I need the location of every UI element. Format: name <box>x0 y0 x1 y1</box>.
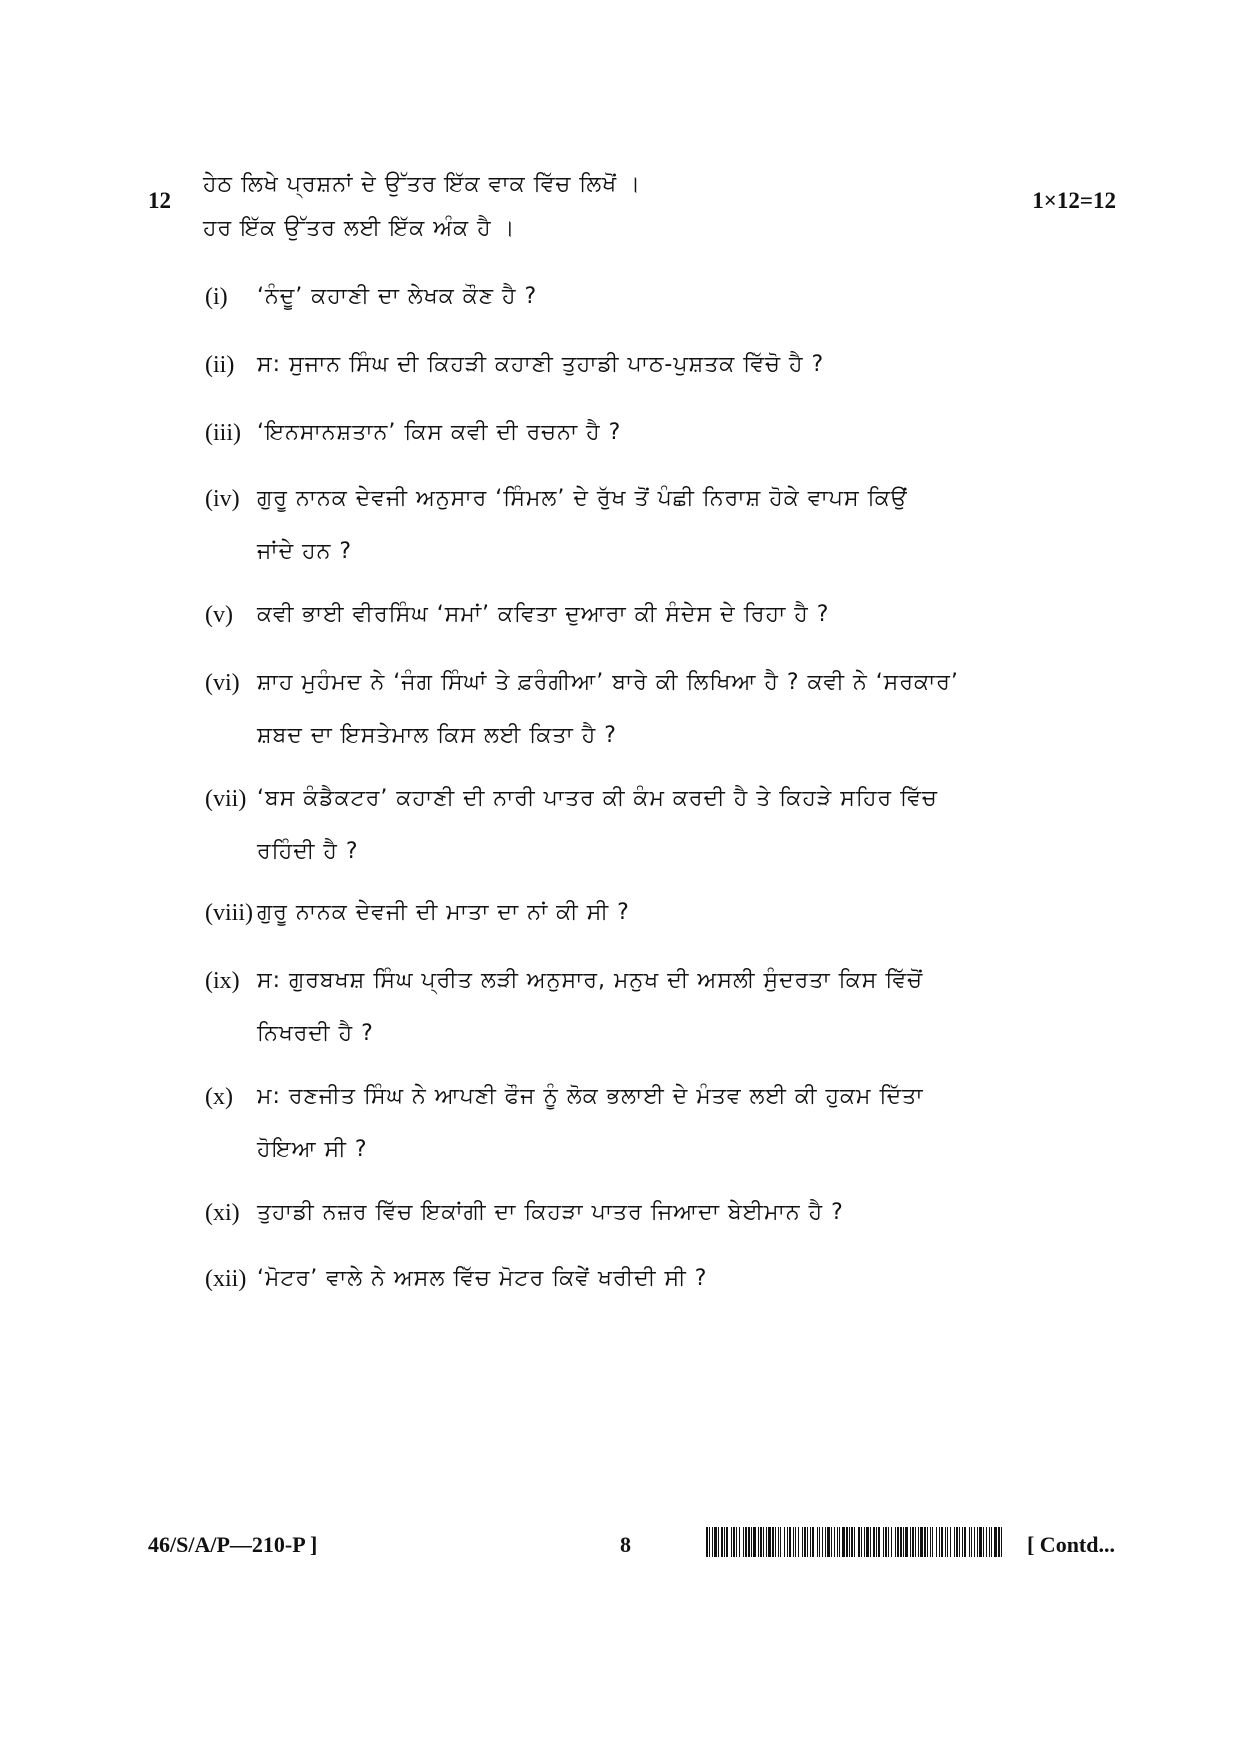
item-text: ਸ: ਗੁਰਬਖਸ਼ ਸਿੰਘ ਪ੍ਰੀਤ ਲੜੀ ਅਨੁਸਾਰ, ਮਨੁਖ ਦੀ ਅਸਲੀ ਸੁੰਦਰਤਾ ਕਿਸ ਵਿੱਚੋਂ <box>257 968 924 993</box>
item-text: ‘ਬਸ ਕੰਡੈਕਟਰ’ ਕਹਾਣੀ ਦੀ ਨਾਰੀ ਪਾਤਰ ਕੀ ਕੰਮ ਕਰਦੀ ਹੈ ਤੇ ਕਿਹੜੇ ਸਹਿਰ ਵਿੱਚ <box>257 786 938 811</box>
item-number: (v) <box>205 602 233 628</box>
item-number: (x) <box>205 1084 233 1110</box>
item-number: (xii) <box>205 1266 247 1292</box>
item-number: (vii) <box>205 786 247 812</box>
instruction-line-2: ਹਰ ਇੱਕ ਉੱਤਰ ਲਈ ਇੱਕ ਅੰਕ ਹੈ । <box>203 216 516 241</box>
item-text: ‘ਮੋਟਰ’ ਵਾਲੇ ਨੇ ਅਸਲ ਵਿੱਚ ਮੋਟਰ ਕਿਵੇਂ ਖਰੀਦੀ ਸੀ ? <box>257 1266 708 1291</box>
item-number: (ix) <box>205 968 240 994</box>
item-number: (vi) <box>205 670 240 696</box>
item-text-continued: ਜਾਂਦੇ ਹਨ ? <box>257 539 353 564</box>
item-text: ਕਵੀ ਭਾਈ ਵੀਰਸਿੰਘ ‘ਸਮਾਂ’ ਕਵਿਤਾ ਦੁਆਰਾ ਕੀ ਸੰਦੇਸ ਦੇ ਰਿਹਾ ਹੈ ? <box>257 602 830 627</box>
item-text-continued: ਹੋਇਆ ਸੀ ? <box>257 1137 368 1162</box>
item-text: ‘ਨੰਦੂ’ ਕਹਾਣੀ ਦਾ ਲੇਖਕ ਕੌਣ ਹੈ ? <box>257 284 538 309</box>
instruction-line-1: ਹੇਠ ਲਿਖੇ ਪ੍ਰਸ਼ਨਾਂ ਦੇ ਉੱਤਰ ਇੱਕ ਵਾਕ ਵਿੱਚ ਲਿਖੋਂ । <box>203 172 642 197</box>
item-number: (iv) <box>205 486 240 512</box>
item-text: ਸ: ਸੁਜਾਨ ਸਿੰਘ ਦੀ ਕਿਹੜੀ ਕਹਾਣੀ ਤੁਹਾਡੀ ਪਾਠ-ਪੁਸ਼ਤਕ ਵਿੱਚੋ ਹੈ ? <box>257 352 825 377</box>
item-number: (xi) <box>205 1200 240 1226</box>
page-number: 8 <box>620 1532 631 1557</box>
paper-code: 46/S/A/P—210-P ] <box>148 1532 318 1557</box>
item-number: (iii) <box>205 420 241 446</box>
continued-label: [ Contd... <box>1026 1532 1115 1557</box>
barcode-image <box>706 1527 1002 1557</box>
item-text: ਗੁਰੂ ਨਾਨਕ ਦੇਵਜੀ ਦੀ ਮਾਤਾ ਦਾ ਨਾਂ ਕੀ ਸੀ ? <box>257 900 630 925</box>
question-marks: 1×12=12 <box>1032 188 1116 213</box>
item-text: ਗੁਰੂ ਨਾਨਕ ਦੇਵਜੀ ਅਨੁਸਾਰ ‘ਸਿੰਮਲ’ ਦੇ ਰੁੱਖ ਤੋਂ ਪੰਛੀ ਨਿਰਾਸ਼ ਹੋਕੇ ਵਾਪਸ ਕਿਉਂ <box>257 486 908 511</box>
item-number: (ii) <box>205 352 235 378</box>
item-text-continued: ਰਹਿੰਦੀ ਹੈ ? <box>257 839 359 864</box>
item-text: ‘ਇਨਸਾਨਸ਼ਤਾਨ’ ਕਿਸ ਕਵੀ ਦੀ ਰਚਨਾ ਹੈ ? <box>257 420 622 445</box>
item-text: ਮ: ਰਣਜੀਤ ਸਿੰਘ ਨੇ ਆਪਣੀ ਫੌਜ ਨੂੰ ਲੋਕ ਭਲਾਈ ਦੇ ਮੰਤਵ ਲਈ ਕੀ ਹੁਕਮ ਦਿੱਤਾ <box>257 1084 924 1109</box>
item-text-continued: ਨਿਖਰਦੀ ਹੈ ? <box>257 1021 374 1046</box>
item-text: ਤੁਹਾਡੀ ਨਜ਼ਰ ਵਿੱਚ ਇਕਾਂਗੀ ਦਾ ਕਿਹੜਾ ਪਾਤਰ ਜਿਆਦਾ ਬੇਈਮਾਨ ਹੈ ? <box>257 1200 844 1225</box>
item-text-continued: ਸ਼ਬਦ ਦਾ ਇਸਤੇਮਾਲ ਕਿਸ ਲਈ ਕਿਤਾ ਹੈ ? <box>257 723 617 748</box>
item-text: ਸ਼ਾਹ ਮੁਹੰਮਦ ਨੇ ‘ਜੰਗ ਸਿੰਘਾਂ ਤੇ ਫ਼ਰੰਗੀਆ’ ਬਾਰੇ ਕੀ ਲਿਖਿਆ ਹੈ ? ਕਵੀ ਨੇ ‘ਸਰਕਾਰ’ <box>257 670 959 695</box>
item-number: (i) <box>205 284 228 310</box>
question-number: 12 <box>148 188 171 213</box>
item-number: (viii) <box>205 900 253 926</box>
